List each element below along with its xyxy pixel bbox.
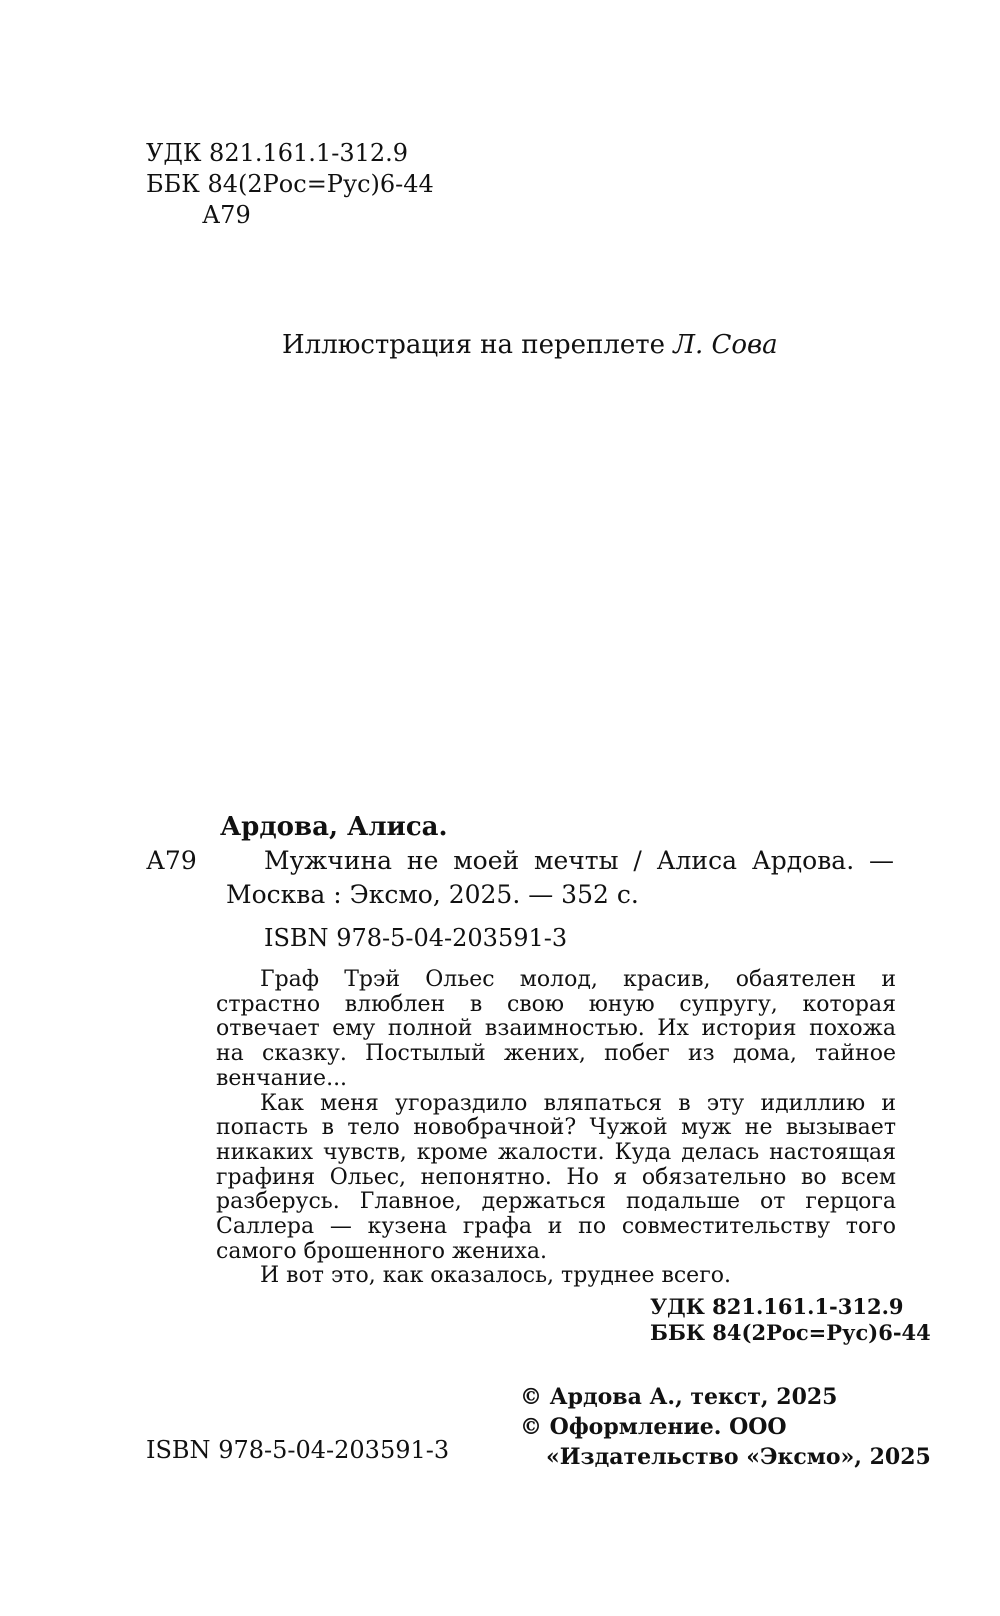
illustration-label: Иллюстрация на переплете: [282, 330, 674, 360]
catalog-title-line: Мужчина не моей мечты / Алиса Ардова. —: [264, 846, 894, 875]
catalog-author: Ардова, Алиса.: [220, 812, 448, 842]
illustration-artist: Л. Сова: [673, 330, 778, 360]
copyright-text: © Ардова А., текст, 2025: [520, 1384, 838, 1410]
bbk-code: ББК 84(2Рос=Рус)6-44: [146, 170, 434, 198]
copyright-block: [520, 1382, 931, 1472]
copyright-design: © Оформление. ООО: [520, 1414, 787, 1440]
annotation-paragraph: Граф Трэй Ольес молод, красив, обаятелен и страстно влюблен в свою юную супругу, которая отвечает ему полной взаимностью. Их история похожа на сказку. Постылый жених, побег из дома, тайное венчание...: [216, 967, 896, 1091]
annotation: [216, 968, 896, 1289]
footer-isbn: ISBN 978-5-04-203591-3: [146, 1436, 450, 1464]
catalog-publication-line: Москва : Эксмо, 2025. — 352 с.: [226, 880, 639, 909]
catalog-isbn: ISBN 978-5-04-203591-3: [264, 924, 568, 952]
top-classification-codes: [146, 138, 434, 231]
illustration-credit: [282, 330, 778, 360]
copyright-publisher: «Издательство «Эксмо», 2025: [546, 1444, 931, 1470]
udk-code-bottom: УДК 821.161.1-312.9: [650, 1294, 904, 1319]
annotation-paragraph: Как меня угораздило вляпаться в эту идиллию и попасть в тело новобрачной? Чужой муж не вызывает никаких чувств, кроме жалости. Куда делась настоящая графиня Ольес, непонятно. Но я обязательно во всем разберусь. Главное, держаться подальше от герцога Саллера — кузена графа и по совместительству того самого брошенного жениха.: [216, 1090, 896, 1264]
annotation-paragraph: И вот это, как оказалось, труднее всего.: [260, 1263, 731, 1289]
udk-code: УДК 821.161.1-312.9: [146, 139, 409, 167]
catalog-code: А79: [146, 846, 197, 875]
bbk-code-bottom: ББК 84(2Рос=Рус)6-44: [650, 1320, 931, 1345]
author-mark: А79: [202, 201, 251, 229]
bottom-classification-codes: [650, 1294, 931, 1346]
